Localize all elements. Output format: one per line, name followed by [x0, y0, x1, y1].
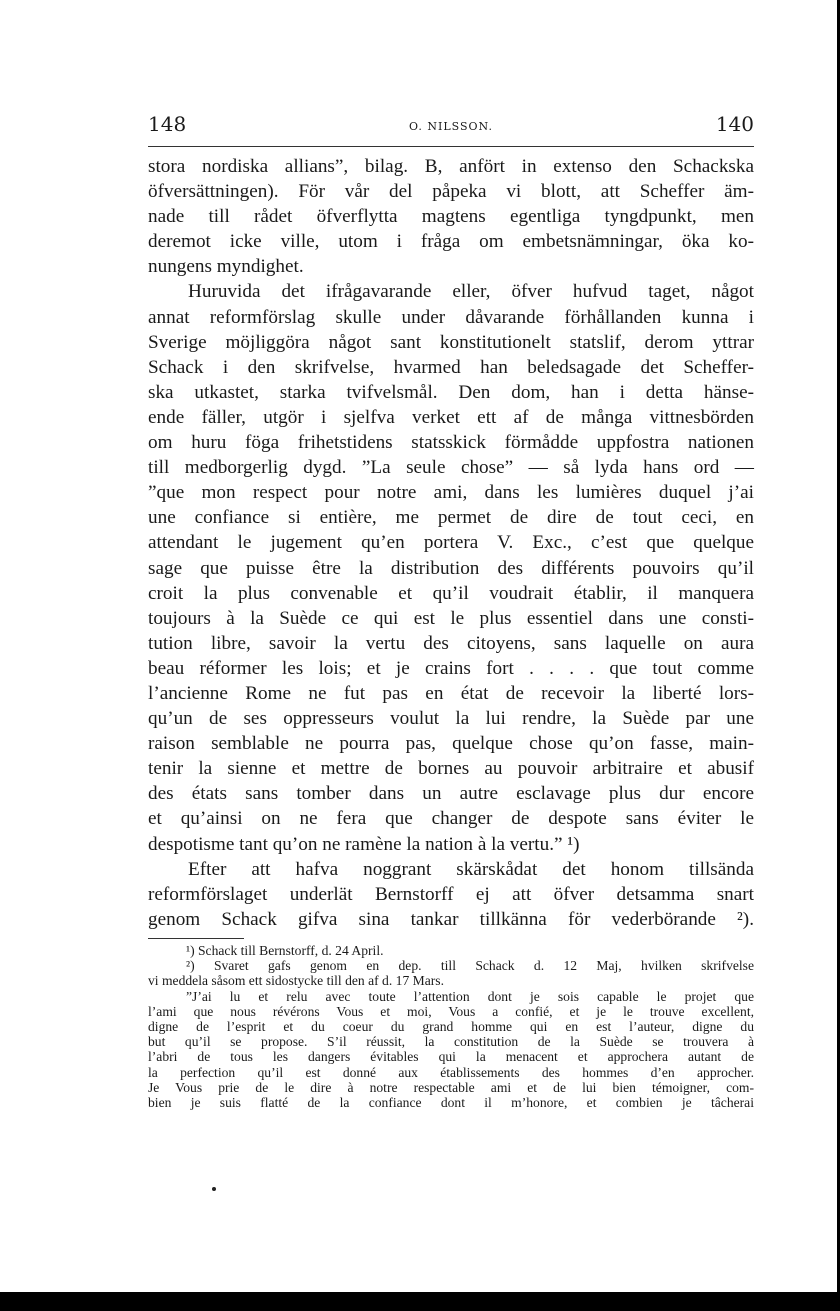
running-title: O. NILSSON. [409, 120, 493, 133]
body-line: raison semblable ne pourra pas, quelque chose qu’on fasse, main- [148, 733, 754, 755]
body-line: reformförslaget underlät Bernstorff ej att öfver detsamma snart [148, 883, 754, 905]
body-line: Sverige möjliggöra något sant konstitutionelt statslif, derom yttrar [148, 331, 754, 353]
body-line: tution libre, savoir la vertu des citoyens, sans laquelle on aura [148, 632, 754, 654]
body-line: toujours à la Suède ce qui est le plus essentiel dans une consti- [148, 607, 754, 629]
body-line: genom Schack gifva sina tankar tillkänna för vederbörande ²). [148, 908, 754, 930]
body-line: croit la plus convenable et qu’il voudrait établir, il manquera [148, 582, 754, 604]
footnote-line: digne de l’esprit et du coeur du grand homme qui en est l’auteur, digne du [148, 1018, 754, 1034]
body-line: qu’un de ses oppresseurs voulut la lui rendre, la Suède par une [148, 708, 754, 730]
body-line: despotisme tant qu’on ne ramène la nation à la vertu.” ¹) [148, 833, 580, 855]
body-line: beau réformer les lois; et je crains fort . . . . que tout comme [148, 657, 754, 679]
body-line: stora nordiska allians”, bilag. B, anfört in extenso den Schackska [148, 156, 754, 177]
body-line: öfversättningen). För vår del påpeka vi blott, att Scheffer äm- [148, 181, 754, 203]
body-line: annat reformförslag skulle under dåvarande förhållanden kunna i [148, 306, 754, 328]
body-text [148, 154, 754, 932]
body-line: sage que puisse être la distribution des différents pouvoirs qu’il [148, 557, 754, 579]
footnotes [148, 943, 754, 1110]
body-line: Huruvida det ifrågavarande eller, öfver hufvud taget, något [188, 281, 754, 303]
body-line: l’ancienne Rome ne fut pas en état de recevoir la liberté lors- [148, 682, 754, 704]
footnote-line: l’ami que nous révérons Vous et moi, Vous a confié, et je le trouve excellent, [148, 1003, 754, 1019]
body-line: attendant le jugement qu’en portera V. Exc., c’est que quelque [148, 532, 754, 554]
footnote-line: vi meddela såsom ett sidostycke till den af d. 17 Mars. [148, 973, 444, 989]
header-rule [148, 146, 754, 147]
footnote-line: l’abri de tous les dangers évitables qui la menacent et approchera autant de [148, 1049, 754, 1065]
footnote-line: but qu’il se propose. S’il réussit, la constitution de la Suède se trouvera à [148, 1034, 754, 1050]
footnote-line: la perfection qu’il est donné aux établissements des hommes d’en approcher. [148, 1064, 754, 1080]
footnote-rule [148, 938, 244, 939]
page-number-right: 140 [715, 112, 754, 136]
footnote-line: ²) Svaret gafs genom en dep. till Schack d. 12 Maj, hvilken skrifvelse [186, 958, 754, 974]
body-line: des états sans tomber dans un autre esclavage plus dur encore [148, 783, 754, 805]
body-line: tenir la sienne et mettre de bornes au pouvoir arbitraire et abusif [148, 758, 754, 780]
body-line: ende fäller, utgör i sjelfva verket ett af de många vittnesbörden [148, 406, 754, 428]
stray-mark [212, 1187, 216, 1191]
body-line: Efter att hafva noggrant skärskådat det honom tillsända [188, 858, 754, 880]
body-line: deremot icke ville, utom i fråga om embetsnämningar, öka ko- [148, 231, 754, 253]
body-line: ”que mon respect pour notre ami, dans les lumières duquel j’ai [148, 482, 754, 504]
footnote-line: Je Vous prie de le dire à notre respectable ami et de lui bien témoigner, com- [148, 1079, 754, 1095]
body-line: nade till rådet öfverflytta magtens egentliga tyngdpunkt, men [148, 206, 754, 228]
page-header [148, 112, 754, 142]
body-line: om huru föga frihetstidens statsskick förmådde uppfostra nationen [148, 432, 754, 454]
body-line: Schack i den skrifvelse, hvarmed han beledsagade det Scheffer- [148, 356, 754, 378]
body-line: et qu’ainsi on ne fera que changer de despote sans éviter le [148, 808, 754, 830]
body-line: ska utkastet, starka tvifvelsmål. Den dom, han i detta hänse- [148, 381, 754, 403]
body-line: till medborgerlig dygd. ”La seule chose” — så lyda hans ord — [148, 457, 754, 479]
body-line: une confiance si entière, me permet de dire de tout ceci, en [148, 507, 754, 529]
footnote-line: ”J’ai lu et relu avec toute l’attention dont je sois capable le projet que [186, 988, 754, 1004]
footnote-line: ¹) Schack till Bernstorff, d. 24 April. [186, 943, 384, 958]
footnote-line: bien je suis flatté de la confiance dont il m’honore, et combien je tâcherai [148, 1094, 754, 1110]
scan-edge-bottom [0, 1292, 840, 1311]
page-number-left: 148 [148, 112, 187, 136]
body-line: nungens myndighet. [148, 256, 304, 278]
